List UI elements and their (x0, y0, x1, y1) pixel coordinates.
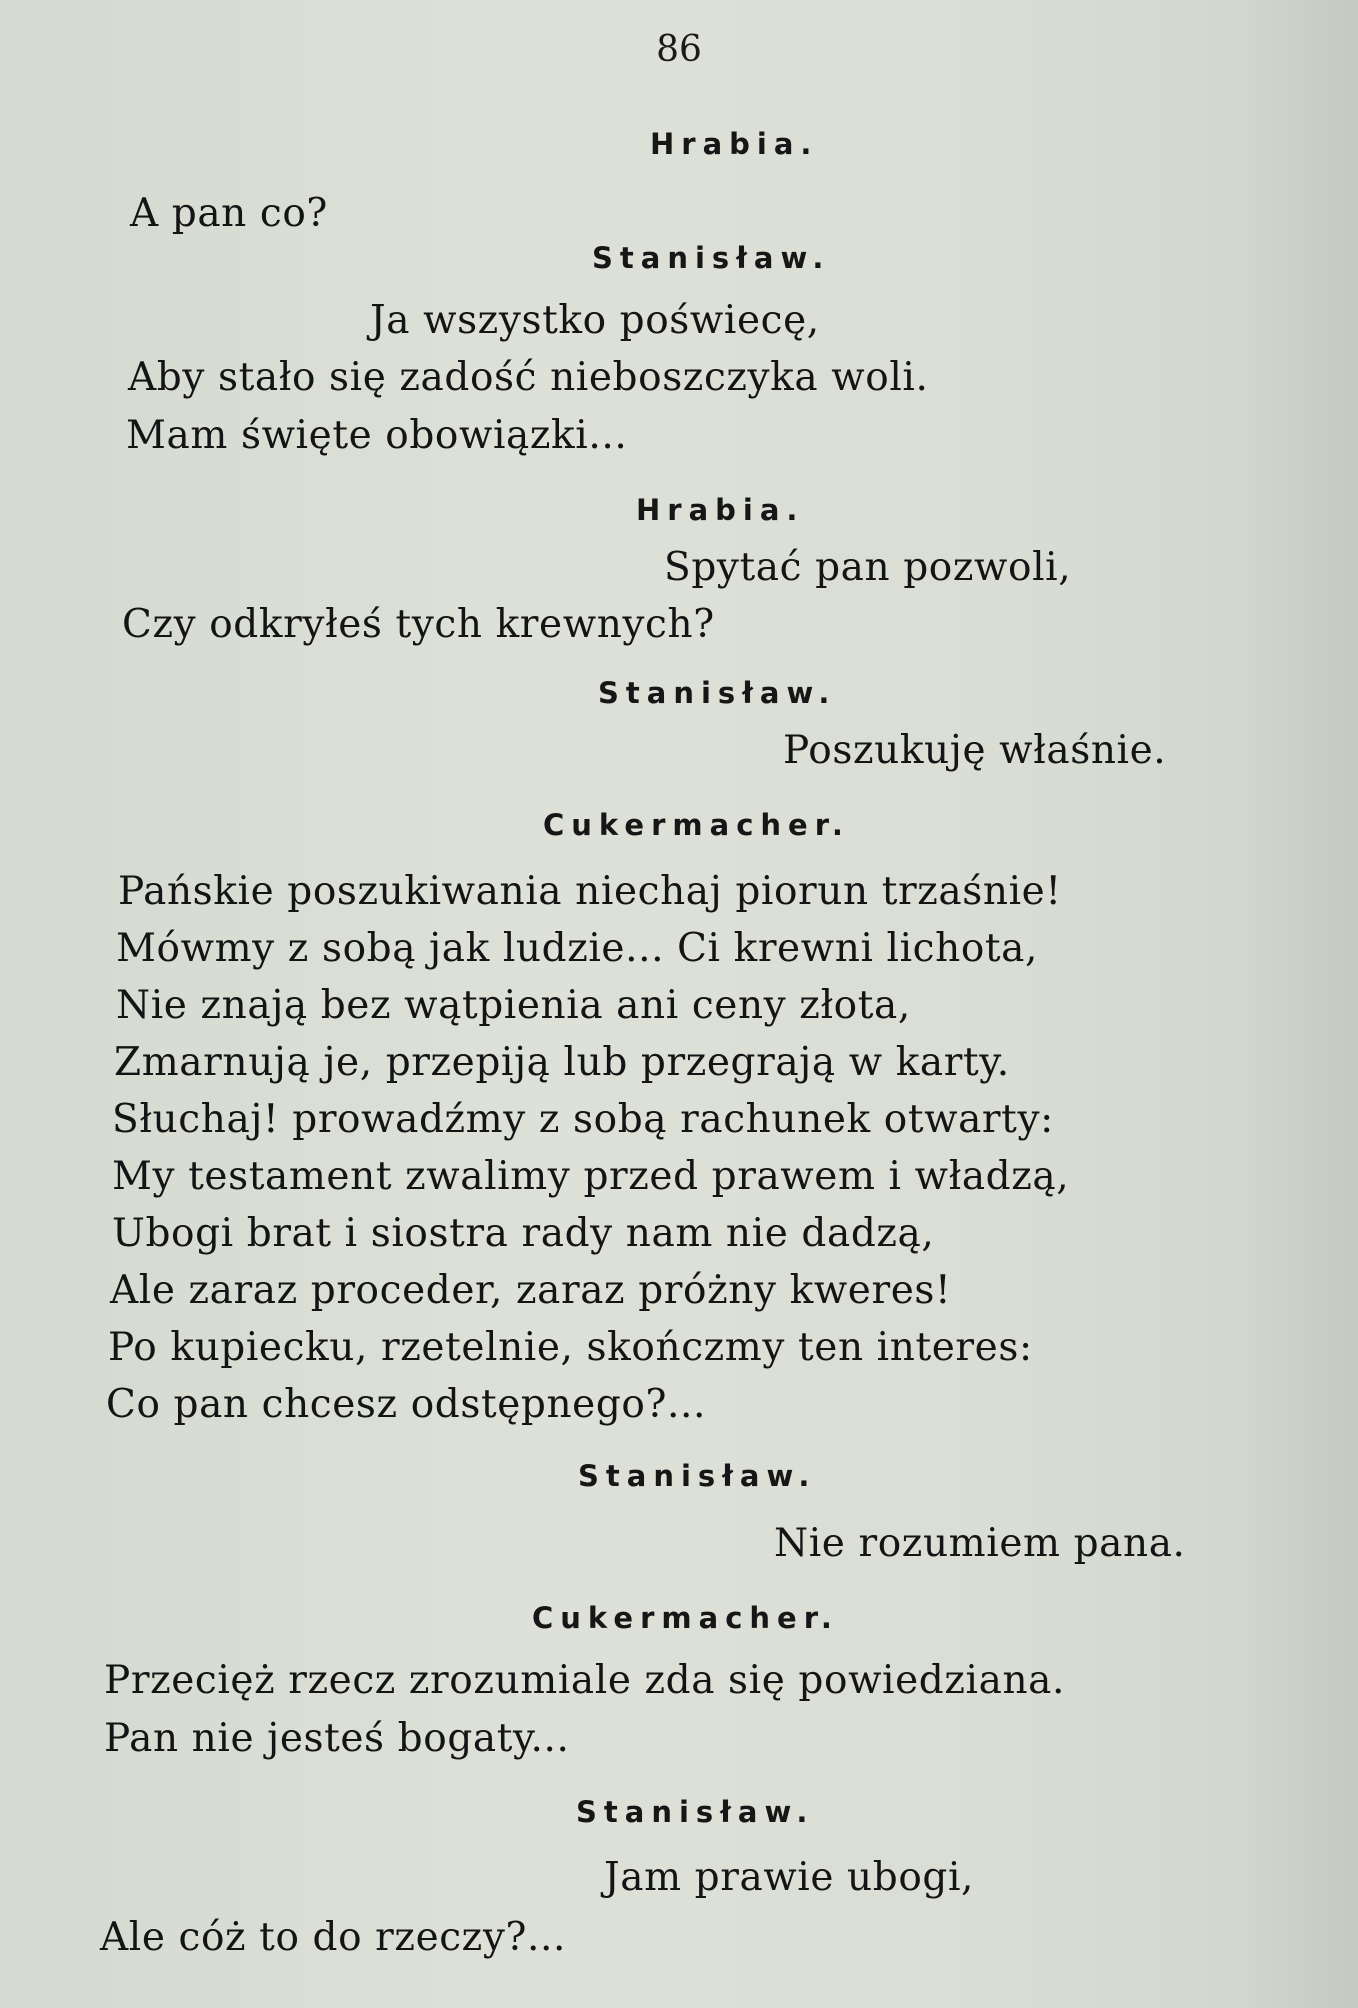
verse-line: Jam prawie ubogi, (604, 1855, 975, 1900)
verse-line: Przecięż rzecz zrozumiale zda się powiedziana. (104, 1658, 1066, 1703)
speaker-heading: Cukermacher. (532, 1601, 839, 1635)
speaker-heading: Stanisław. (592, 241, 831, 275)
speaker-heading: Stanisław. (576, 1795, 815, 1829)
verse-line: Mam święte obowiązki... (126, 413, 628, 458)
verse-line: Ale cóż to do rzeczy?... (100, 1915, 566, 1960)
verse-line: Po kupiecku, rzetelnie, skończmy ten interes: (108, 1325, 1033, 1370)
verse-line: Poszukuję właśnie. (783, 728, 1167, 773)
verse-line: Spytać pan pozwoli, (664, 545, 1072, 590)
verse-line: Ale zaraz proceder, zaraz próżny kweres! (110, 1268, 952, 1313)
verse-line: My testament zwalimy przed prawem i władzą, (112, 1154, 1070, 1199)
verse-line: Pańskie poszukiwania niechaj piorun trzaśnie! (118, 869, 1062, 914)
speaker-heading: Cukermacher. (543, 808, 850, 842)
speaker-heading: Hrabia. (636, 493, 805, 527)
verse-line: Słuchaj! prowadźmy z sobą rachunek otwarty: (112, 1097, 1054, 1142)
verse-line: Ja wszystko poświecę, (370, 298, 820, 343)
page-number: 86 (656, 29, 702, 70)
speaker-heading: Hrabia. (650, 127, 819, 161)
verse-line: Co pan chcesz odstępnego?... (106, 1382, 707, 1427)
verse-line: Nie rozumiem pana. (774, 1521, 1186, 1566)
speaker-heading: Stanisław. (578, 1459, 817, 1493)
verse-line: Mówmy z sobą jak ludzie... Ci krewni lichota, (116, 926, 1039, 971)
verse-line: Zmarnują je, przepiją lub przegrają w karty. (114, 1040, 1010, 1085)
verse-line: Aby stało się zadość nieboszczyka woli. (128, 355, 929, 400)
verse-line: Ubogi brat i siostra rady nam nie dadzą, (112, 1211, 935, 1256)
verse-line: Czy odkryłeś tych krewnych? (122, 602, 715, 647)
verse-line: A pan co? (130, 191, 328, 236)
speaker-heading: Stanisław. (598, 676, 837, 710)
verse-line: Pan nie jesteś bogaty... (104, 1716, 570, 1761)
page-shading (1238, 0, 1358, 2008)
verse-line: Nie znają bez wątpienia ani ceny złota, (116, 983, 911, 1028)
